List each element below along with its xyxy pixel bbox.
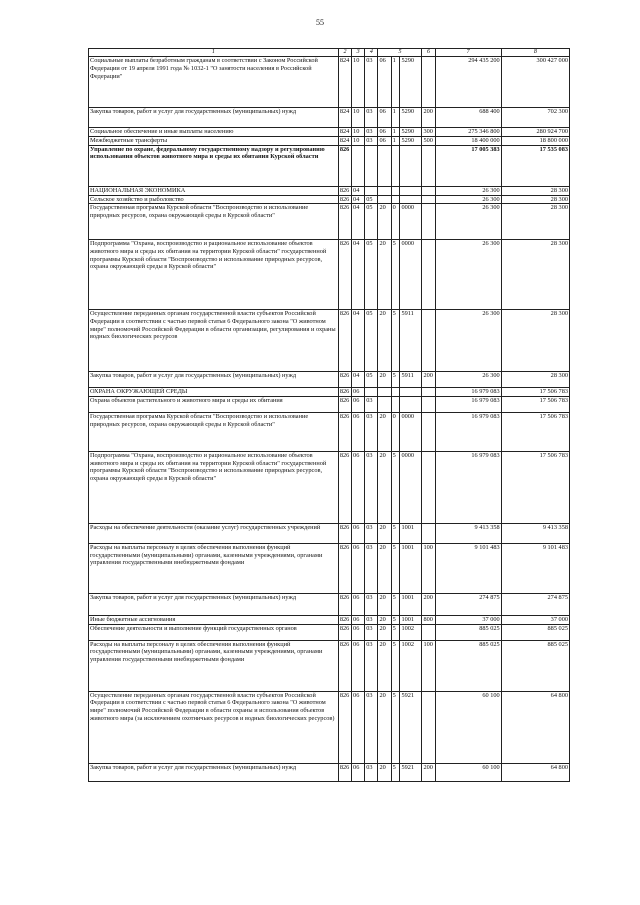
table-row — [89, 397, 570, 413]
row-name: Сельское хозяйство и рыболовство — [89, 195, 339, 204]
row-gr: 826 — [338, 204, 351, 240]
row-program-a: 20 — [378, 763, 391, 781]
row-gr: 824 — [338, 57, 351, 108]
row-program-b: 5 — [391, 310, 400, 372]
row-gr: 826 — [338, 640, 351, 691]
row-pr: 03 — [365, 57, 378, 108]
row-program-a: 06 — [378, 108, 391, 128]
row-program-a: 20 — [378, 372, 391, 388]
row-pr: 03 — [365, 544, 378, 594]
row-rz — [352, 145, 365, 186]
row-name: Закупка товаров, работ и услуг для государственных (муниципальных) нужд — [89, 108, 339, 128]
row-name: Осуществление переданных органам государственной власти субъектов Российской Федерации в соответствии с частью первой статьи 6 Федерального закона "О животном мире" полномочий Российской Федерации в области организации, регулирования и охраны водных биологических ресурсов — [89, 310, 339, 372]
row-amount-1: 17 005 383 — [435, 145, 501, 186]
row-rz: 04 — [352, 195, 365, 204]
row-program-code — [400, 186, 422, 195]
row-gr: 826 — [338, 388, 351, 397]
row-expense-type — [422, 195, 435, 204]
row-amount-2: 17 506 783 — [501, 413, 569, 452]
row-program-code: 0000 — [400, 413, 422, 452]
row-program-b — [391, 397, 400, 413]
row-expense-type: 200 — [422, 108, 435, 128]
row-expense-type — [422, 57, 435, 108]
row-gr: 826 — [338, 624, 351, 640]
row-amount-1: 9 101 483 — [435, 544, 501, 594]
row-amount-2: 9 413 358 — [501, 524, 569, 544]
row-gr: 826 — [338, 372, 351, 388]
row-rz: 06 — [352, 397, 365, 413]
row-program-b: 5 — [391, 691, 400, 763]
row-gr: 824 — [338, 136, 351, 145]
row-pr: 03 — [365, 594, 378, 616]
row-expense-type: 100 — [422, 640, 435, 691]
row-amount-1: 26 300 — [435, 186, 501, 195]
row-program-b — [391, 195, 400, 204]
header-col-1: 1 — [89, 49, 339, 57]
table-row — [89, 544, 570, 594]
row-expense-type — [422, 624, 435, 640]
row-pr: 05 — [365, 195, 378, 204]
row-expense-type — [422, 145, 435, 186]
row-expense-type — [422, 452, 435, 524]
row-program-a: 20 — [378, 640, 391, 691]
row-program-code: 5290 — [400, 136, 422, 145]
row-pr: 05 — [365, 240, 378, 310]
row-pr: 03 — [365, 763, 378, 781]
table-row — [89, 310, 570, 372]
row-program-b: 5 — [391, 624, 400, 640]
row-amount-1: 26 300 — [435, 310, 501, 372]
page-number: 55 — [316, 18, 324, 27]
row-amount-2: 9 101 483 — [501, 544, 569, 594]
row-program-a: 20 — [378, 616, 391, 625]
row-program-b — [391, 145, 400, 186]
row-pr: 03 — [365, 136, 378, 145]
row-gr: 826 — [338, 616, 351, 625]
row-name: НАЦИОНАЛЬНАЯ ЭКОНОМИКА — [89, 186, 339, 195]
row-pr: 03 — [365, 413, 378, 452]
row-amount-2: 37 000 — [501, 616, 569, 625]
header-col-3: 3 — [352, 49, 365, 57]
table-row — [89, 240, 570, 310]
row-program-a: 20 — [378, 204, 391, 240]
row-program-b: 1 — [391, 136, 400, 145]
row-rz: 06 — [352, 544, 365, 594]
row-rz: 06 — [352, 452, 365, 524]
row-gr: 826 — [338, 544, 351, 594]
row-pr — [365, 186, 378, 195]
row-program-b: 5 — [391, 763, 400, 781]
row-pr: 05 — [365, 310, 378, 372]
table-row — [89, 145, 570, 186]
row-rz: 04 — [352, 310, 365, 372]
row-amount-2: 17 506 783 — [501, 388, 569, 397]
table-row — [89, 186, 570, 195]
row-program-b — [391, 388, 400, 397]
row-amount-2: 885 025 — [501, 640, 569, 691]
table-row — [89, 204, 570, 240]
row-name: Государственная программа Курской области "Воспроизводство и использование природных ресурсов, охрана окружающей среды в Курской области" — [89, 204, 339, 240]
row-program-b: 5 — [391, 640, 400, 691]
row-expense-type: 500 — [422, 136, 435, 145]
row-program-code: 5911 — [400, 310, 422, 372]
table-row — [89, 108, 570, 128]
row-name: Социальные выплаты безработным гражданам в соответствии с Законом Российской Федерации от 19 апреля 1991 года № 1032-1 "О занятости населения в Российской Федерации" — [89, 57, 339, 108]
row-amount-2: 28 300 — [501, 240, 569, 310]
row-amount-2: 28 300 — [501, 204, 569, 240]
row-name: Расходы на обеспечение деятельности (оказание услуг) государственных учреждений — [89, 524, 339, 544]
row-program-code — [400, 195, 422, 204]
row-program-b: 0 — [391, 413, 400, 452]
row-amount-1: 37 000 — [435, 616, 501, 625]
row-gr: 826 — [338, 691, 351, 763]
row-rz: 06 — [352, 616, 365, 625]
table-row — [89, 195, 570, 204]
table-header-row — [89, 49, 570, 57]
row-name: Расходы на выплаты персоналу в целях обеспечения выполнения функций государственными (муниципальными) органами, казенными учреждениями, органами управления государственными внебюджетными фондами — [89, 544, 339, 594]
header-col-4: 4 — [365, 49, 378, 57]
row-pr: 03 — [365, 108, 378, 128]
row-amount-1: 688 400 — [435, 108, 501, 128]
row-rz: 10 — [352, 108, 365, 128]
table-row — [89, 691, 570, 763]
row-program-code: 5921 — [400, 763, 422, 781]
table-row — [89, 57, 570, 108]
table-row — [89, 524, 570, 544]
row-expense-type — [422, 397, 435, 413]
row-expense-type: 200 — [422, 594, 435, 616]
row-program-a — [378, 388, 391, 397]
row-name: Межбюджетные трансферты — [89, 136, 339, 145]
row-name: Управление по охране, федеральному государственному надзору и регулированию использования объектов животного мира и среды их обитания Курской области — [89, 145, 339, 186]
row-program-code: 5290 — [400, 128, 422, 137]
header-col-5: 5 — [378, 49, 422, 57]
row-expense-type — [422, 240, 435, 310]
row-gr: 824 — [338, 128, 351, 137]
row-rz: 06 — [352, 691, 365, 763]
row-program-code: 1002 — [400, 640, 422, 691]
row-rz: 06 — [352, 413, 365, 452]
row-gr: 826 — [338, 524, 351, 544]
row-gr: 826 — [338, 413, 351, 452]
row-program-code — [400, 145, 422, 186]
row-program-a: 20 — [378, 240, 391, 310]
row-amount-1: 26 300 — [435, 195, 501, 204]
row-program-a: 06 — [378, 57, 391, 108]
row-pr: 03 — [365, 624, 378, 640]
row-amount-2: 885 025 — [501, 624, 569, 640]
row-program-a — [378, 195, 391, 204]
row-expense-type — [422, 388, 435, 397]
row-pr — [365, 388, 378, 397]
table-row — [89, 372, 570, 388]
row-program-code: 5290 — [400, 108, 422, 128]
table-row — [89, 616, 570, 625]
row-rz: 06 — [352, 624, 365, 640]
row-amount-2: 28 300 — [501, 372, 569, 388]
row-amount-1: 16 979 083 — [435, 452, 501, 524]
row-amount-2: 280 924 700 — [501, 128, 569, 137]
row-program-a: 20 — [378, 452, 391, 524]
table-row — [89, 640, 570, 691]
table-row — [89, 136, 570, 145]
row-name: Осуществление переданных органам государственной власти субъектов Российской Федерации в соответствии с частью первой статьи 6 Федерального закона "О животном мире" полномочий Российской Федерации в области охраны и использования объектов животного мира (за исключением охотничьих ресурсов и водных биологических ресурсов) — [89, 691, 339, 763]
row-program-code — [400, 388, 422, 397]
row-rz: 04 — [352, 372, 365, 388]
row-gr: 826 — [338, 452, 351, 524]
row-amount-2: 28 300 — [501, 310, 569, 372]
row-amount-2: 702 300 — [501, 108, 569, 128]
row-name: Охрана объектов растительного и животного мира и среды их обитания — [89, 397, 339, 413]
row-expense-type: 200 — [422, 372, 435, 388]
row-program-b: 5 — [391, 524, 400, 544]
row-program-b: 0 — [391, 204, 400, 240]
row-name: Закупка товаров, работ и услуг для государственных (муниципальных) нужд — [89, 594, 339, 616]
table-row — [89, 452, 570, 524]
budget-table — [88, 48, 570, 782]
row-expense-type — [422, 204, 435, 240]
row-amount-2: 64 800 — [501, 691, 569, 763]
row-pr: 03 — [365, 128, 378, 137]
row-program-code: 1001 — [400, 616, 422, 625]
row-pr: 05 — [365, 204, 378, 240]
row-amount-2: 17 535 083 — [501, 145, 569, 186]
row-program-a: 06 — [378, 128, 391, 137]
row-program-b: 1 — [391, 57, 400, 108]
row-amount-2: 17 506 783 — [501, 452, 569, 524]
row-program-code — [400, 397, 422, 413]
row-amount-1: 294 435 200 — [435, 57, 501, 108]
row-rz: 06 — [352, 640, 365, 691]
row-program-b — [391, 186, 400, 195]
row-program-a: 20 — [378, 544, 391, 594]
row-amount-1: 60 100 — [435, 691, 501, 763]
row-rz: 04 — [352, 240, 365, 310]
row-expense-type: 800 — [422, 616, 435, 625]
row-expense-type — [422, 413, 435, 452]
row-program-a — [378, 186, 391, 195]
row-rz: 10 — [352, 128, 365, 137]
row-expense-type: 200 — [422, 763, 435, 781]
row-program-b: 1 — [391, 108, 400, 128]
row-pr: 03 — [365, 452, 378, 524]
row-amount-1: 275 346 800 — [435, 128, 501, 137]
row-pr — [365, 145, 378, 186]
row-amount-2: 274 875 — [501, 594, 569, 616]
row-name: Социальное обеспечение и иные выплаты населению — [89, 128, 339, 137]
row-name: Закупка товаров, работ и услуг для государственных (муниципальных) нужд — [89, 372, 339, 388]
row-name: Подпрограмма "Охрана, воспроизводство и рациональное использование объектов животного мира и среды их обитания на территории Курской области" государственной программы Курской области "Воспроизводство и использование природных ресурсов, охрана окружающей среды в Курской области" — [89, 452, 339, 524]
row-program-code: 1001 — [400, 544, 422, 594]
row-rz: 04 — [352, 186, 365, 195]
row-amount-2: 64 800 — [501, 763, 569, 781]
row-program-code: 0000 — [400, 452, 422, 524]
row-gr: 826 — [338, 145, 351, 186]
row-name: ОХРАНА ОКРУЖАЮЩЕЙ СРЕДЫ — [89, 388, 339, 397]
row-program-a: 20 — [378, 413, 391, 452]
row-amount-1: 26 300 — [435, 372, 501, 388]
row-program-code: 0000 — [400, 204, 422, 240]
row-program-code: 1001 — [400, 594, 422, 616]
row-program-b: 5 — [391, 616, 400, 625]
row-amount-2: 28 300 — [501, 195, 569, 204]
row-pr: 03 — [365, 691, 378, 763]
row-name: Подпрограмма "Охрана, воспроизводство и рациональное использование объектов животного мира и среды их обитания на территории Курской области" государственной программы Курской области "Воспроизводство и использование природных ресурсов, охрана окружающей среды в Курской области" — [89, 240, 339, 310]
row-program-b: 5 — [391, 544, 400, 594]
row-program-a: 20 — [378, 524, 391, 544]
row-name: Государственная программа Курской области "Воспроизводство и использование природных ресурсов, охрана окружающей среды в Курской области" — [89, 413, 339, 452]
row-program-a: 20 — [378, 624, 391, 640]
row-amount-1: 16 979 083 — [435, 388, 501, 397]
row-gr: 826 — [338, 310, 351, 372]
row-program-a — [378, 145, 391, 186]
row-expense-type — [422, 186, 435, 195]
row-program-b: 1 — [391, 128, 400, 137]
table-row — [89, 413, 570, 452]
row-rz: 10 — [352, 57, 365, 108]
row-amount-1: 885 025 — [435, 624, 501, 640]
row-amount-1: 9 413 358 — [435, 524, 501, 544]
row-pr: 03 — [365, 524, 378, 544]
row-program-a: 20 — [378, 310, 391, 372]
table-row — [89, 388, 570, 397]
row-gr: 826 — [338, 594, 351, 616]
row-amount-1: 26 300 — [435, 240, 501, 310]
row-amount-2: 300 427 000 — [501, 57, 569, 108]
row-program-b: 5 — [391, 240, 400, 310]
row-program-code: 5921 — [400, 691, 422, 763]
row-expense-type — [422, 310, 435, 372]
header-col-7: 7 — [435, 49, 501, 57]
table-row — [89, 594, 570, 616]
row-amount-2: 18 800 000 — [501, 136, 569, 145]
row-gr: 826 — [338, 186, 351, 195]
row-gr: 826 — [338, 240, 351, 310]
row-program-b: 5 — [391, 452, 400, 524]
row-pr: 03 — [365, 640, 378, 691]
row-gr: 826 — [338, 397, 351, 413]
row-amount-1: 18 400 000 — [435, 136, 501, 145]
row-name: Иные бюджетные ассигнования — [89, 616, 339, 625]
table-row — [89, 763, 570, 781]
row-gr: 826 — [338, 763, 351, 781]
row-program-code: 0000 — [400, 240, 422, 310]
row-gr: 826 — [338, 195, 351, 204]
row-expense-type: 300 — [422, 128, 435, 137]
row-program-code: 5290 — [400, 57, 422, 108]
row-program-a: 20 — [378, 691, 391, 763]
row-program-code: 5911 — [400, 372, 422, 388]
row-rz: 06 — [352, 594, 365, 616]
row-expense-type — [422, 691, 435, 763]
row-amount-1: 26 300 — [435, 204, 501, 240]
row-program-code: 1002 — [400, 624, 422, 640]
row-pr: 03 — [365, 616, 378, 625]
row-rz: 10 — [352, 136, 365, 145]
row-name: Закупка товаров, работ и услуг для государственных (муниципальных) нужд — [89, 763, 339, 781]
row-rz: 06 — [352, 524, 365, 544]
row-gr: 824 — [338, 108, 351, 128]
row-rz: 06 — [352, 763, 365, 781]
row-expense-type — [422, 524, 435, 544]
header-col-8: 8 — [501, 49, 569, 57]
row-amount-2: 17 506 783 — [501, 397, 569, 413]
table-row — [89, 128, 570, 137]
row-pr: 03 — [365, 397, 378, 413]
row-amount-1: 16 979 083 — [435, 397, 501, 413]
row-expense-type: 100 — [422, 544, 435, 594]
row-pr: 05 — [365, 372, 378, 388]
table-row — [89, 624, 570, 640]
row-rz: 04 — [352, 204, 365, 240]
row-amount-2: 28 300 — [501, 186, 569, 195]
row-program-a — [378, 397, 391, 413]
row-amount-1: 274 875 — [435, 594, 501, 616]
row-amount-1: 60 100 — [435, 763, 501, 781]
header-col-6: 6 — [422, 49, 435, 57]
row-name: Расходы на выплаты персоналу в целях обеспечения выполнения функций государственными (муниципальными) органами, казенными учреждениями, органами управления государственными внебюджетными фондами — [89, 640, 339, 691]
row-program-a: 20 — [378, 594, 391, 616]
header-col-2: 2 — [338, 49, 351, 57]
row-program-code: 1001 — [400, 524, 422, 544]
row-program-b: 5 — [391, 372, 400, 388]
row-name: Обеспечение деятельности и выполнение функций государственных органов — [89, 624, 339, 640]
row-rz: 06 — [352, 388, 365, 397]
row-program-a: 06 — [378, 136, 391, 145]
row-amount-1: 885 025 — [435, 640, 501, 691]
row-program-b: 5 — [391, 594, 400, 616]
row-amount-1: 16 979 083 — [435, 413, 501, 452]
